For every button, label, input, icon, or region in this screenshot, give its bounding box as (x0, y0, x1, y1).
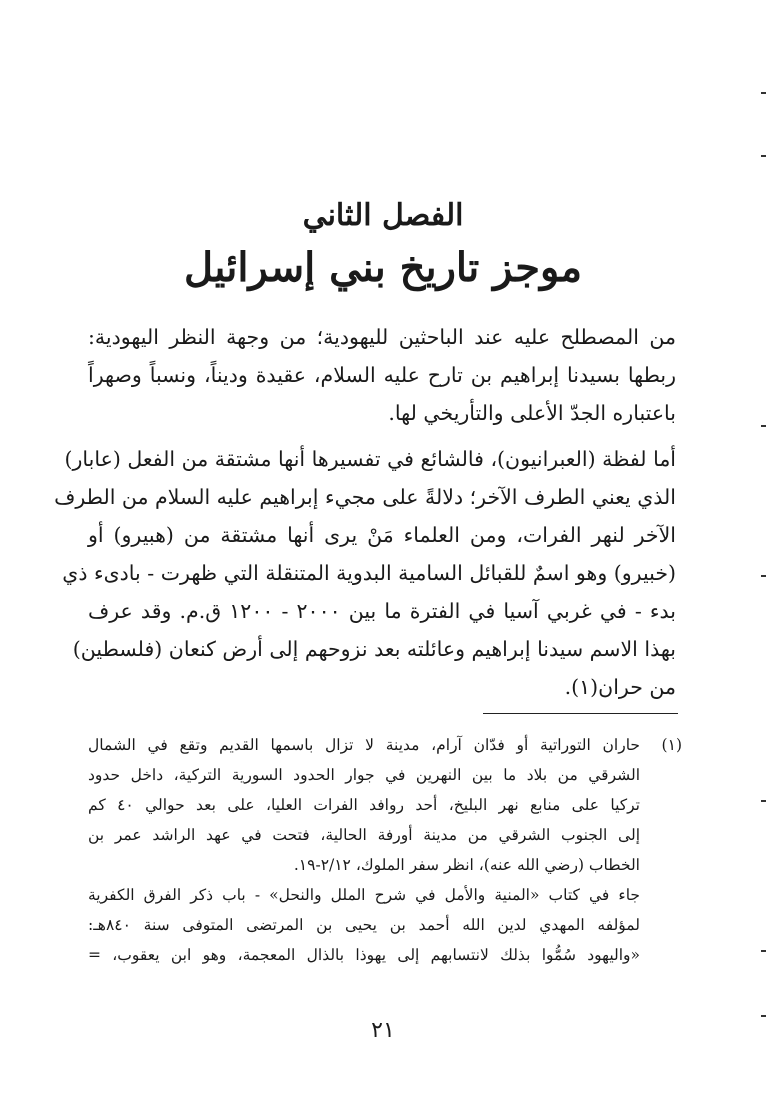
edge-mark (761, 575, 766, 577)
footnote-1 (88, 730, 680, 880)
paragraph-line: الآخر لنهر الفرات، ومن العلماء مَنْ يرى أنها مشتقة من (هبيرو) أو (88, 523, 676, 547)
paragraph-line: من حران(١). (564, 675, 676, 699)
footnote-line: لمؤلفه المهدي لدين الله أحمد بن يحيى بن المرتضى المتوفى سنة ٨٤٠هـ: (88, 916, 640, 934)
edge-mark (761, 155, 766, 157)
footnote-line: إلى الجنوب الشرقي من مدينة أورفة الحالية، فتحت في عهد الراشد عمر بن (88, 826, 640, 844)
edge-mark (761, 425, 766, 427)
edge-mark (761, 1015, 766, 1017)
footnote-separator (483, 713, 678, 714)
paragraph-line: ربطها بسيدنا إبراهيم بن تارح عليه السلام، عقيدة وديناً، ونسباً وصهراً (88, 363, 676, 387)
paragraph-line: (خبيرو) وهو اسمٌ للقبائل السامية البدوية المتنقلة التي ظهرت - بادىء ذي (62, 561, 676, 585)
paragraph-1 (88, 318, 676, 432)
paragraph-line: بهذا الاسم سيدنا إبراهيم وعائلته بعد نزوحهم إلى أرض كنعان (فلسطين) (72, 637, 676, 661)
footnote-line: حاران التوراتية أو فدّان آرام، مدينة لا تزال باسمها القديم وتقع في الشمال (88, 736, 640, 754)
footnotes (88, 730, 680, 970)
edge-mark (761, 950, 766, 952)
footnote-line: جاء في كتاب «المنية والأمل في شرح الملل والنحل» - باب ذكر الفرق الكفرية (88, 886, 640, 904)
paragraph-line: الذي يعني الطرف الآخر؛ دلالةً على مجيء إبراهيم عليه السلام من الطرف (54, 485, 676, 509)
chapter-title: موجز تاريخ بني إسرائيل (183, 244, 583, 291)
page-number: ٢١ (371, 1018, 395, 1043)
edge-mark (761, 800, 766, 802)
paragraph-line: أما لفظة (العبرانيون)، فالشائع في تفسيرها أنها مشتقة من الفعل (عابار) (64, 447, 676, 471)
chapter-label: الفصل الثاني (302, 198, 464, 233)
paragraph-line: من المصطلح عليه عند الباحثين لليهودية؛ من وجهة النظر اليهودية: (88, 325, 676, 349)
footnote-line: تركيا على منابع نهر البليخ، أحد روافد الفرات العليا، على بعد حوالي ٤٠ كم (88, 796, 640, 814)
footnote-1-body (88, 730, 680, 880)
paragraph-line: باعتباره الجدّ الأعلى والتأريخي لها. (388, 401, 676, 425)
paragraph-2 (54, 440, 677, 706)
footnote-line: الشرقي من بلاد ما بين النهرين في جوار الحدود السورية التركية، داخل حدود (88, 766, 640, 784)
edge-mark (761, 92, 766, 94)
paragraph-line: بدء - في غربي آسيا في الفترة ما بين ٢٠٠٠ - ١٢٠٠ ق.م. وقد عرف (88, 599, 677, 623)
footnote-line: الخطاب (رضي الله عنه)، انظر سفر الملوك، ٢/١٢-١٩. (293, 856, 640, 874)
footnote-marker: (١) (661, 736, 682, 754)
footnote-1-continuation (88, 880, 680, 970)
footnote-line: «واليهود سُمُّوا بذلك لانتسابهم إلى يهوذا بالذال المعجمة، وهو ابن يعقوب، = (88, 946, 640, 964)
